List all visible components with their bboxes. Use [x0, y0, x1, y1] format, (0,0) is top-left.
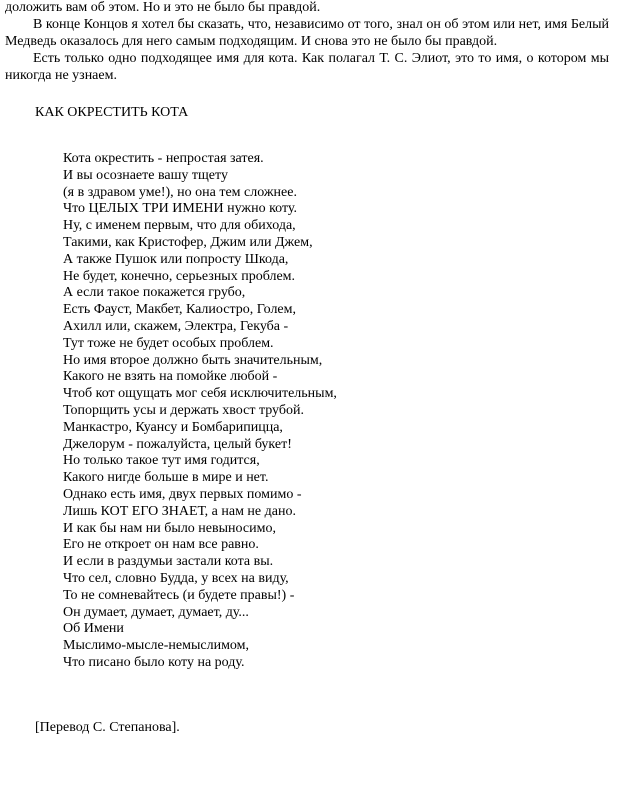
- poem-line: Ахилл или, скажем, Электра, Гекуба -: [63, 318, 289, 334]
- poem-line: Мыслимо-мысле-немыслимом,: [63, 638, 250, 654]
- prose-paragraph-1: В конце Концов я хотел бы сказать, что, независимо от того, знал он об этом или нет, имя Белый Медведь оказалось для него самым подходящим. И снова это не было бы правдой.: [5, 17, 609, 49]
- poem-line: Он думает, думает, думает, ду...: [63, 604, 249, 620]
- poem-line: И вы осознаете вашу тщету: [63, 167, 228, 183]
- poem-line: Что писано было коту на роду.: [63, 654, 245, 670]
- poem-line: Такими, как Кристофер, Джим или Джем,: [63, 234, 313, 250]
- poem-line: И если в раздумьи застали кота вы.: [63, 554, 274, 570]
- poem-line: Его не откроет он нам все равно.: [63, 537, 259, 553]
- poem-line: Что сел, словно Будда, у всех на виду,: [63, 570, 289, 586]
- poem-line: Джелорум - пожалуйста, целый букет!: [63, 436, 292, 452]
- poem-line: Об Имени: [63, 621, 124, 637]
- poem-line: Манкастро, Куансу и Бомбарипицца,: [63, 419, 283, 435]
- prose-block: [5, 0, 609, 84]
- poem: [63, 151, 337, 672]
- poem-line: Ну, с именем первым, что для обихода,: [63, 218, 296, 234]
- poem-line: И как бы нам ни было невыносимо,: [63, 520, 276, 536]
- poem-line: Топорщить усы и держать хвост трубой.: [63, 402, 304, 418]
- poem-line: Есть Фауст, Макбет, Калиостро, Голем,: [63, 302, 297, 318]
- poem-line: А также Пушок или попросту Шкода,: [63, 251, 289, 267]
- poem-line: Однако есть имя, двух первых помимо -: [63, 486, 302, 502]
- poem-line: Но только такое тут имя годится,: [63, 453, 260, 469]
- poem-line: Чтоб кот ощущать мог себя исключительным,: [63, 386, 337, 402]
- poem-line: (я в здравом уме!), но она тем сложнее.: [63, 184, 297, 200]
- prose-line-top: доложить вам об этом. Но и это не было бы правдой.: [5, 0, 321, 15]
- poem-line: А если такое покажется грубо,: [63, 285, 246, 301]
- poem-line: Кота окрестить - непростая затея.: [63, 151, 264, 166]
- poem-title: КАК ОКРЕСТИТЬ КОТА: [35, 105, 189, 120]
- translator-credit: [Перевод С. Степанова].: [35, 720, 180, 735]
- poem-line: Но имя второе должно быть значительным,: [63, 352, 323, 368]
- poem-line: Лишь КОТ ЕГО ЗНАЕТ, а нам не дано.: [63, 503, 296, 519]
- prose-paragraph-2: Есть только одно подходящее имя для кота. Как полагал Т. С. Элиот, это то имя, о котором мы никогда не узнаем.: [5, 51, 609, 83]
- poem-line: Не будет, конечно, серьезных проблем.: [63, 268, 296, 284]
- poem-line: Что ЦЕЛЫХ ТРИ ИМЕНИ нужно коту.: [63, 201, 298, 217]
- poem-line: Какого не взять на помойке любой -: [63, 369, 278, 385]
- poem-line: То не сомневайтесь (и будете правы!) -: [63, 587, 295, 603]
- poem-line: Тут тоже не будет особых проблем.: [63, 335, 274, 351]
- poem-line: Какого нигде больше в мире и нет.: [63, 470, 269, 486]
